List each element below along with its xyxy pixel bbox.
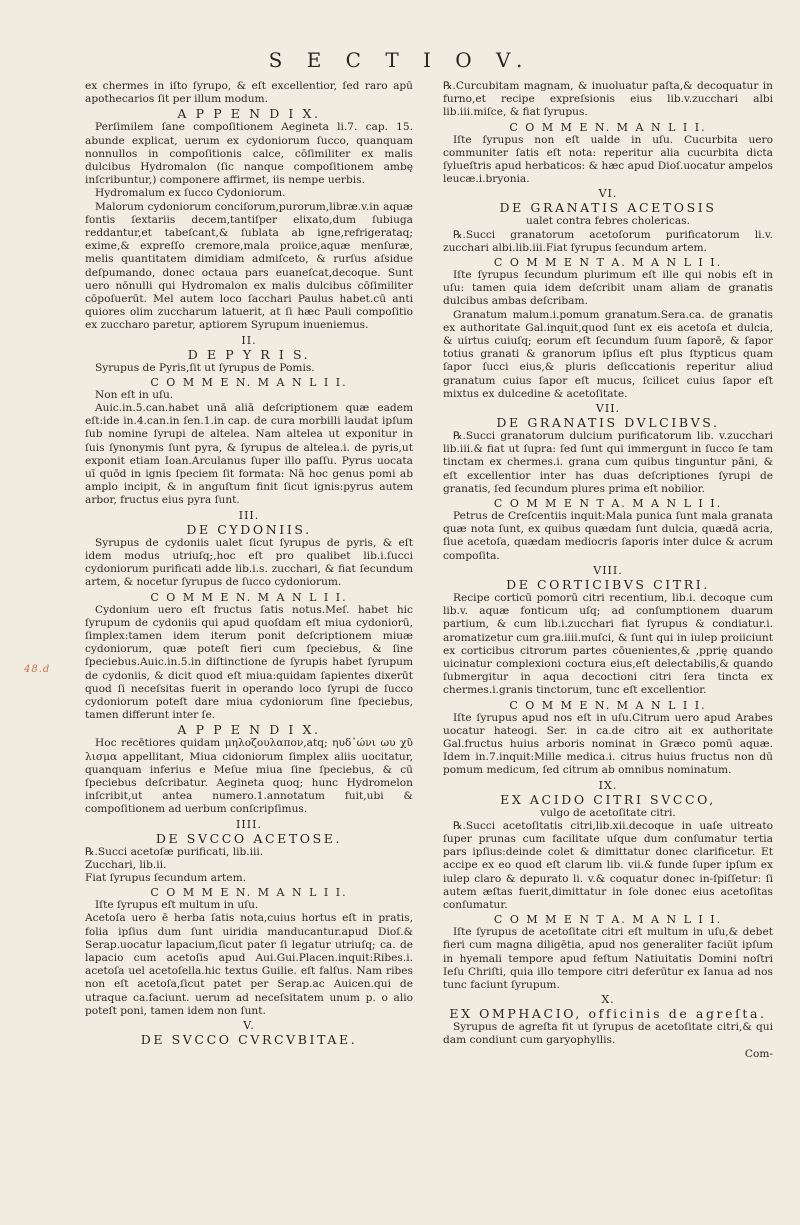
section-heading: D E P Y R I S. [187,346,311,362]
paragraph: Petrus de Creſcentiis inquit:Mala punica ſunt mala granata quæ nota ſunt, ex quibus quædam ſunt dulcia, quædā acria, ſiue acetoſa, quædam mediocris ſaporis inter dulce & acrum compoſita. [443,510,773,562]
paragraph: Cydonium uero eſt fructus ſatis notus.Meſ. habet hic ſyrupum de cydoniis qui apud quoſdam eſt miua cydoniorū, ſimplex:tamen idem iterum ponit deſcriptionem miuæ cydoniorum, quæ poteſt fieri cum ſpeciebus, & ſine ſpeciebus.Auic.in.5.in diſtinctione de ſyrupis habet ſyrupum de cydoniis, & dicit quod eſt miua:quidam ſapientes dixerūt quod ſi neceſsitas fuerit in operando loco ſyrupi de ſucco cydoniorum poteſt dare miua cydoniorum ſine ſpeciebus, tamen differunt inter ſe. [85,603,413,722]
paragraph: Malorum cydoniorum conciſorum,purorum,libræ.v.in aquæ fontis ſextariis decem,tantiſper elixato,dum ſubiuga reddantur,et tabeſcant,& ſublata ab igne,refrigerataq; exime,& expreſſo cremore,mala proiice,aquæ menſuræ, melis quantitatem dimidiam admiſceto, & rurſus aſsidue deſpumando, donec octaua pars euaneſcat,decoque. Sunt uero nōnulli qui Hydromalon ex malis dulcibus cōſimiliter cōpoſuerūt. Mel autem loco ſacchari Paulus habet.cū anti quiores olim zuccharum latuerit, at ſi hæc Pauli compoſitio ex zuccharo paretur, aptiorem Syrupum inueniemus. [85,200,413,332]
running-head: S E C T I O V. [268,48,532,72]
section-heading: DE SVCCO CVRCVBITAE. [140,1031,358,1047]
section-heading: A P P E N D I X. [177,106,321,122]
paragraph: Fiat ſyrupus ſecundum artem. [85,871,246,884]
section-heading: C O M M E N. M A N L I I. [150,590,348,604]
paragraph: ex chermes in iſto ſyrupo, & eſt excellentior, ſed raro apū apothecarios ſit per illum modum. [85,80,413,106]
section-heading: V. [243,1018,255,1032]
section-heading: C O M M E N T A. M A N L I I. [493,913,723,927]
paragraph: Com- [744,1047,773,1060]
paragraph: Auic.in.5.can.habet unā aliā deſcriptionem quæ eadem eſt:ide in.4.can.in ſen.1.in cap. de cura morbilli laudat ipſum ſub nomine ſyrupi de altelea. Nam altelea ut exponitur in ſuis ſynonymis ſunt pyra, & ſyrupus de altelea.i. de pyris,ut exponit etiam Ioan.Arculanus ſuper illo paſſu. Pyrus uocata uī quōd in ignis ſpeciem ſit formata: Nā hoc genus pomi ab amplo incipit, & in anguſtum finit ſicut ignis:pyrus autem arbor, fructus eius pyra ſunt. [85,402,413,507]
section-heading: EX ACIDO CITRI SVCCO, [500,791,716,807]
margin-note: 48.d [24,664,51,675]
section-heading: A P P E N D I X. [177,722,321,738]
paragraph: Granatum malum.i.pomum granatum.Sera.ca. de granatis ex authoritate Gal.inquit,quod ſunt ex eis acetoſa et dulcia, & uirtus cuiuſq; eorum eſt ſecundum ſuum ſaporē, & ſapor totius granati & granorum ipſius eſt plus ſtypticus quam ſapor ſucci eius,& pluris deſiccationis reperitur aliud granatum cuius ſapor eſt mucus, ſcilicet cuius ſapor eſt mixtus ex dulcedine & acetoſitate. [443,308,773,400]
paragraph: Hydromalum ex ſucco Cydoniorum. [95,187,286,200]
section-heading: C O M M E N T A. M A N L I I. [493,256,723,270]
section-heading: III. [238,508,260,522]
section-heading: C O M M E N. M A N L I I. [150,886,348,900]
paragraph: ℞.Succi acetoſæ purificati, lib.iii. [85,845,264,858]
paragraph: Recipe corticū pomorū citri recentium, lib.i. decoque cum lib.v. aquæ fonticum uſq; ad conſumptionem duarum partium, & cum lib.i.zucchari fiat ſyrupus & condiatur.i. aromatizetur cum gra.iiii.muſci, & ſunt qui in iulep proiiciunt ex corticibus citrorum partes cōuenientes,& ,pprię quando uicinatur complexioni coctura eius,eſt delectabilis,& quando ſubmergitur in aqua decoctioni citri ſera tincta ex chermes.i.granis tinctorum, tunc eſt excellentior. [443,591,773,697]
section-heading: C O M M E N. M A N L I I. [509,120,707,134]
section-heading: DE SVCCO ACETOSE. [155,830,343,846]
paragraph: Non eſt in uſu. [95,388,174,401]
section-heading: VIII. [593,563,623,577]
section-heading: X. [601,993,615,1007]
paragraph: Iſte ſyrupus non eſt ualde in uſu. Cucurbita uero communiter ſatis eſt nota: reperitur alia cucurbita dicta ſylueſtris apud herbaticos: & hæc apud Dioſ.uocatur ampelos leucæ.i.bryonia. [443,133,773,186]
section-heading: C O M M E N T A. M A N L I I. [493,497,723,511]
section-heading: DE CYDONIIS. [186,521,312,537]
paragraph: Hoc recētiores quidam μηλοζουλαπον,atq; ηυδ᾽ώνι ωυ χῦ λισμα appellitant, Miua cidoniorum ſimplex aliis uocitatur, quanquam inferius e Meſue miua ſine ſpeciebus, & cū ſpeciebus deſcribatur. Aegineta quoq; hunc Hydromelon inſcribit,ut antea numero.1.annotatum fuit,ubi & compoſitionem ad uerbum conſcripſimus. [85,737,413,816]
paragraph: Iſte ſyrupus ſecundum plurimum eſt ille qui nobis eſt in uſu: tamen quia idem deſcribit unam aliam de granatis dulcibus ambas deſcribam. [443,269,773,308]
section-heading: VI. [598,187,618,201]
section-heading: IX. [598,778,618,792]
paragraph: Syrupus de cydoniis ualet ſicut ſyrupus de pyris, & eſt idem modus utriuſq;,hoc eſt pro qualibet lib.i.ſucci cydoniorum purificati adde lib.i.s. zucchari, & fiat ſecundum artem, & nocetur ſyrupus de ſucco cydoniorum. [85,536,413,589]
paragraph: Zucchari, lib.ii. [85,858,167,871]
section-heading: EX OMPHACIO, officinis de agreſta. [449,1006,767,1022]
paragraph: ℞.Succi acetoſitatis citri,lib.xii.decoque in uaſe uitreato ſuper prunas cum facilitate uſque dum conſumatur tertia pars ipſius:deinde colet & dimittatur donec clarificetur. Et accipe ex eo quod eſt clarum lib. vii.& funde ſuper ipſum ex iulep claro & depurato li. v.& coquatur donec in-ſpiſſetur: ſi autem æſtas fuerit,dimittatur in ſole donec eius acetoſitas conſumatur. [443,819,773,911]
paragraph: ualet contra febres cholericas. [526,215,690,228]
left-column [85,80,413,1047]
paragraph: Syrupus de agreſta fit ut ſyrupus de acetoſitate citri,& qui dam condiunt cum garyophyllis. [443,1021,773,1047]
section-heading: DE GRANATIS DVLCIBVS. [496,415,720,431]
section-heading: VII. [595,402,621,416]
paragraph: Acetoſa uero ē herba ſatis nota,cuius hortus eſt in pratis, folia ipſius dum ſunt uiridia manducantur.apud Dioſ.& Serap.uocatur lapacium,ſicut pater ſi legatur utriuſq; ca. de lapacio cum acetoſis apud Aui.Gui.Placen.inquit:Ribes.i. acetoſa uel acetoſella.hic textus Guilie. eſt falſus. Nam ribes non eſt acetoſa,ſicut patet per Serap.ac Auicen.qui de utraque ca.faciunt. uerum ad neceſsitatem unum p. o alio poteſt poni, tamen idem non ſunt. [85,912,413,1017]
section-heading: DE CORTICIBVS CITRI. [506,576,710,592]
right-column [443,80,773,1061]
section-heading: IIII. [236,817,262,831]
paragraph: Iſte ſyrupus de acetoſitate citri eſt multum in uſu,& debet fieri cum magna diligētia, apud nos generaliter faciūt ipſum in hyemali tempore apud feſtum Natiuitatis Domini noſtri Ieſu Chriſti, quia illo tempore citri deferūtur ex Ianua ad nos tunc faciunt ſyrupum. [443,926,773,991]
section-heading: II. [241,333,257,347]
section-heading: C O M M E N. M A N L I I. [509,698,707,712]
paragraph: ℞.Curcubitam magnam, & inuoluatur paſta,& decoquatur in furno,et recipe expreſsionis eius lib.v.zucchari albi lib.iii.miſce, & fiat ſyrupus. [443,80,773,119]
section-heading: DE GRANATIS ACETOSIS [499,200,717,216]
paragraph: Iſte ſyrupus eſt multum in uſu. [95,899,259,912]
paragraph: ℞.Succi granatorum acetoſorum purificatorum li.v. zucchari albi.lib.iii.Fiat ſyrupus ſecundum artem. [443,228,773,254]
section-heading: C O M M E N. M A N L I I. [150,375,348,389]
paragraph: ℞.Succi granatorum dulcium purificatorum lib. v.zucchari lib.iii.& fiat ut ſupra: ſed ſunt qui immergunt in ſucco ſe tam tinctam ex chermes.i. grana cum quibus tinguntur pāni, & eſt excellentior inter has duas deſcriptiones ſyrupi de granatis, ſed ſecundum plures prima eſt nobilior. [443,430,773,495]
paragraph: Perſimilem ſane compoſitionem Aegineta li.7. cap. 15. abunde explicat, uerum ex cydoniorum ſucco, quanquam nonnullos in compoſitionis calce, cōſimiliter ex malis dulcibus Hydromalon (ſic nanque compoſitionem ambę inſcribuntur,) componere affirmet, iis nempe uerbis. [85,121,413,187]
paragraph: Iſte ſyrupus apud nos eſt in uſu.Citrum uero apud Arabes uocatur hateogi. Ser. in ca.de citro ait ex authoritate Gal.fructus huius arboris nominat in Græco pomū aquæ. Idem in.7.inquit:Mille medica.i. citrus huius fructus non dū pomum medicum, ſed citrum ab omnibus nominatum. [443,711,773,777]
paragraph: Syrupus de Pyris,ſit ut ſyrupus de Pomis. [95,361,315,374]
paragraph: vulgo de acetoſitate citri. [540,806,676,819]
